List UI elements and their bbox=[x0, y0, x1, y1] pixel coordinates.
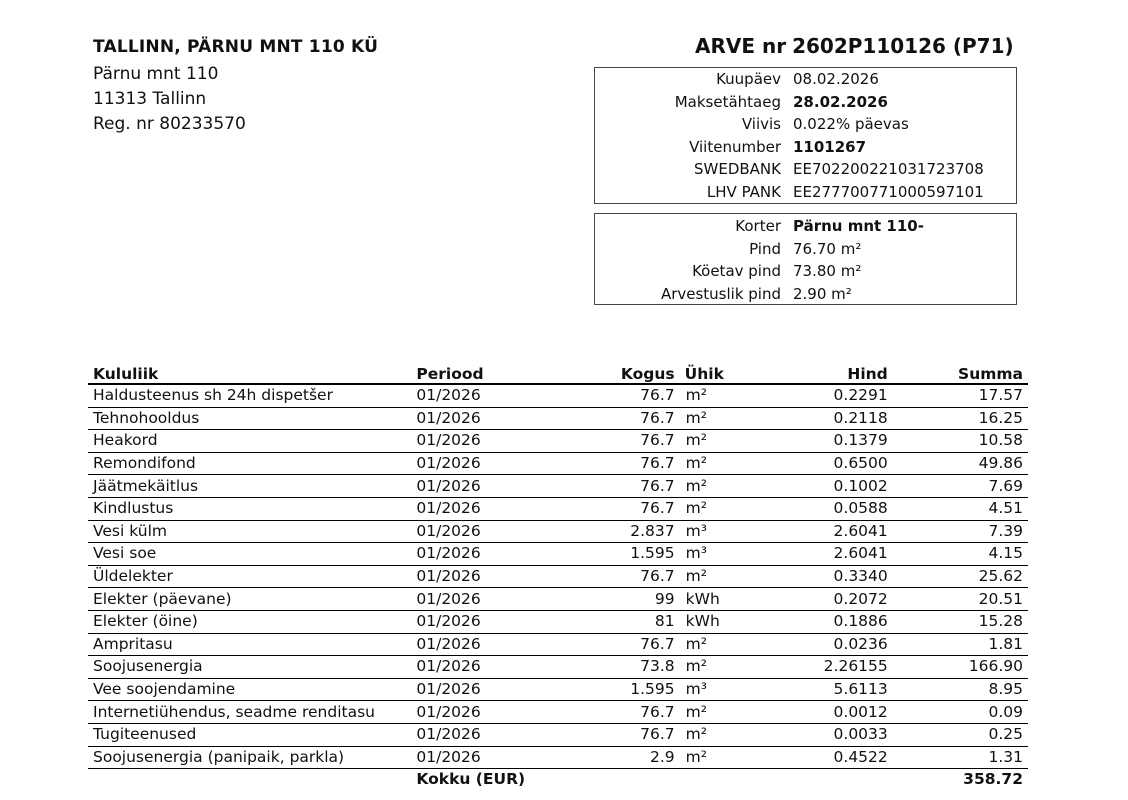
cell-unit: m² bbox=[680, 746, 748, 769]
cell-sum: 8.95 bbox=[893, 678, 1028, 701]
total-value: 358.72 bbox=[963, 770, 1023, 789]
cell-period: 01/2026 bbox=[411, 746, 565, 769]
company-name: TALLINN, PÄRNU MNT 110 KÜ bbox=[93, 37, 379, 57]
cell-price: 0.4522 bbox=[747, 746, 893, 769]
cell-price: 0.1002 bbox=[747, 475, 893, 498]
cell-period: 01/2026 bbox=[411, 407, 565, 430]
apartment-value: Pärnu mnt 110- bbox=[793, 217, 924, 235]
cell-unit: m² bbox=[680, 723, 748, 746]
table-header-row bbox=[88, 361, 1028, 384]
apartment-value: 73.80 m² bbox=[793, 262, 862, 281]
cell-name: Remondifond bbox=[88, 452, 411, 475]
cell-qty: 81 bbox=[565, 610, 679, 633]
payment-value: 0.022% päevas bbox=[793, 115, 909, 133]
table-row bbox=[88, 723, 1028, 746]
cell-unit: m² bbox=[680, 407, 748, 430]
table-row bbox=[88, 407, 1028, 430]
cell-unit: m² bbox=[680, 452, 748, 475]
payment-label: Viivis bbox=[741, 115, 781, 133]
cell-unit: m² bbox=[680, 701, 748, 724]
cell-sum: 7.39 bbox=[893, 520, 1028, 543]
company-reg-nr: Reg. nr 80233570 bbox=[93, 114, 246, 134]
invoice-number: 2602P110126 (P71) bbox=[792, 34, 1014, 58]
cell-sum: 166.90 bbox=[893, 656, 1028, 679]
cell-qty: 76.7 bbox=[565, 430, 679, 453]
payment-value: 08.02.2026 bbox=[793, 70, 879, 88]
apartment-label: Pind bbox=[749, 239, 781, 258]
table-row bbox=[88, 746, 1028, 769]
cell-price: 0.1379 bbox=[747, 430, 893, 453]
cell-price: 0.2072 bbox=[747, 588, 893, 611]
table-row bbox=[88, 520, 1028, 543]
header-name: Kululiik bbox=[88, 361, 411, 384]
cell-unit: m³ bbox=[680, 520, 748, 543]
header-sum: Summa bbox=[893, 361, 1028, 384]
cell-price: 0.0588 bbox=[747, 497, 893, 520]
cell-qty: 1.595 bbox=[565, 543, 679, 566]
cell-period: 01/2026 bbox=[411, 588, 565, 611]
payment-label: Viitenumber bbox=[689, 137, 781, 156]
payment-label: Maksetähtaeg bbox=[674, 92, 781, 111]
cell-name: Heakord bbox=[88, 430, 411, 453]
table-row bbox=[88, 565, 1028, 588]
cell-period: 01/2026 bbox=[411, 452, 565, 475]
cell-name: Tugiteenused bbox=[88, 723, 411, 746]
cell-name: Elekter (öine) bbox=[88, 610, 411, 633]
cell-price: 0.0012 bbox=[747, 701, 893, 724]
cell-name: Soojusenergia bbox=[88, 656, 411, 679]
cell-qty: 76.7 bbox=[565, 701, 679, 724]
payment-label: SWEDBANK bbox=[694, 160, 781, 178]
table-row bbox=[88, 656, 1028, 679]
cell-sum: 25.62 bbox=[893, 565, 1028, 588]
cell-period: 01/2026 bbox=[411, 656, 565, 679]
cell-name: Kindlustus bbox=[88, 497, 411, 520]
cell-sum: 0.09 bbox=[893, 701, 1028, 724]
cell-qty: 76.7 bbox=[565, 407, 679, 430]
header-qty: Kogus bbox=[565, 361, 679, 384]
payment-label: Kuupäev bbox=[716, 70, 781, 88]
cell-period: 01/2026 bbox=[411, 520, 565, 543]
cell-name: Vesi soe bbox=[88, 543, 411, 566]
payment-value: 28.02.2026 bbox=[793, 92, 888, 111]
invoice-title bbox=[695, 34, 1014, 58]
table-row bbox=[88, 633, 1028, 656]
payment-value: EE277700771000597101 bbox=[793, 182, 984, 201]
cell-unit: m² bbox=[680, 430, 748, 453]
cell-name: Internetiühendus, seadme renditasu bbox=[88, 701, 411, 724]
cell-sum: 4.15 bbox=[893, 543, 1028, 566]
cell-period: 01/2026 bbox=[411, 475, 565, 498]
cell-period: 01/2026 bbox=[411, 678, 565, 701]
table-row bbox=[88, 701, 1028, 724]
cell-unit: m³ bbox=[680, 678, 748, 701]
cell-name: Soojusenergia (panipaik, parkla) bbox=[88, 746, 411, 769]
cell-qty: 73.8 bbox=[565, 656, 679, 679]
cell-unit: m² bbox=[680, 384, 748, 407]
apartment-value: 76.70 m² bbox=[793, 239, 862, 258]
cell-unit: m² bbox=[680, 497, 748, 520]
cell-sum: 16.25 bbox=[893, 407, 1028, 430]
cell-price: 0.3340 bbox=[747, 565, 893, 588]
header-period: Periood bbox=[411, 361, 565, 384]
cell-name: Jäätmekäitlus bbox=[88, 475, 411, 498]
cell-sum: 10.58 bbox=[893, 430, 1028, 453]
table-row bbox=[88, 588, 1028, 611]
cell-period: 01/2026 bbox=[411, 723, 565, 746]
payment-value: 1101267 bbox=[793, 137, 867, 156]
charges-table bbox=[88, 361, 1028, 791]
payment-label: LHV PANK bbox=[706, 182, 781, 201]
apartment-label: Korter bbox=[735, 217, 781, 235]
cell-name: Elekter (päevane) bbox=[88, 588, 411, 611]
cell-unit: m³ bbox=[680, 543, 748, 566]
cell-name: Tehnohooldus bbox=[88, 407, 411, 430]
company-address-street: Pärnu mnt 110 bbox=[93, 64, 219, 84]
cell-name: Haldusteenus sh 24h dispetšer bbox=[88, 384, 411, 407]
cell-qty: 1.595 bbox=[565, 678, 679, 701]
cell-price: 2.26155 bbox=[747, 656, 893, 679]
cell-period: 01/2026 bbox=[411, 384, 565, 407]
cell-price: 2.6041 bbox=[747, 543, 893, 566]
cell-sum: 7.69 bbox=[893, 475, 1028, 498]
cell-price: 0.2291 bbox=[747, 384, 893, 407]
cell-sum: 1.31 bbox=[893, 746, 1028, 769]
cell-unit: kWh bbox=[680, 610, 748, 633]
cell-period: 01/2026 bbox=[411, 497, 565, 520]
cell-period: 01/2026 bbox=[411, 543, 565, 566]
cell-qty: 2.837 bbox=[565, 520, 679, 543]
cell-qty: 76.7 bbox=[565, 384, 679, 407]
cell-period: 01/2026 bbox=[411, 633, 565, 656]
cell-sum: 49.86 bbox=[893, 452, 1028, 475]
company-address-city: 11313 Tallinn bbox=[93, 89, 207, 109]
header-unit: Ühik bbox=[680, 361, 748, 384]
apartment-label: Köetav pind bbox=[692, 262, 781, 281]
apartment-label: Arvestuslik pind bbox=[660, 285, 781, 304]
cell-unit: m² bbox=[680, 633, 748, 656]
cell-sum: 4.51 bbox=[893, 497, 1028, 520]
cell-price: 0.0033 bbox=[747, 723, 893, 746]
cell-price: 5.6113 bbox=[747, 678, 893, 701]
total-row bbox=[88, 769, 1028, 791]
cell-price: 0.6500 bbox=[747, 452, 893, 475]
cell-qty: 76.7 bbox=[565, 475, 679, 498]
invoice-label: ARVE nr bbox=[695, 34, 787, 58]
cell-name: Vesi külm bbox=[88, 520, 411, 543]
cell-price: 0.2118 bbox=[747, 407, 893, 430]
cell-unit: m² bbox=[680, 656, 748, 679]
cell-price: 0.0236 bbox=[747, 633, 893, 656]
table-row bbox=[88, 384, 1028, 407]
cell-sum: 17.57 bbox=[893, 384, 1028, 407]
cell-price: 2.6041 bbox=[747, 520, 893, 543]
header-price: Hind bbox=[747, 361, 893, 384]
cell-sum: 20.51 bbox=[893, 588, 1028, 611]
table-row bbox=[88, 475, 1028, 498]
total-spacer bbox=[88, 769, 411, 791]
apartment-value: 2.90 m² bbox=[793, 285, 852, 304]
cell-unit: m² bbox=[680, 475, 748, 498]
cell-period: 01/2026 bbox=[411, 610, 565, 633]
cell-qty: 99 bbox=[565, 588, 679, 611]
cell-qty: 2.9 bbox=[565, 746, 679, 769]
cell-sum: 0.25 bbox=[893, 723, 1028, 746]
table-row bbox=[88, 610, 1028, 633]
cell-qty: 76.7 bbox=[565, 452, 679, 475]
cell-qty: 76.7 bbox=[565, 565, 679, 588]
table-row bbox=[88, 543, 1028, 566]
cell-period: 01/2026 bbox=[411, 701, 565, 724]
cell-sum: 1.81 bbox=[893, 633, 1028, 656]
cell-name: Vee soojendamine bbox=[88, 678, 411, 701]
payment-value: EE702200221031723708 bbox=[793, 160, 984, 178]
cell-name: Ampritasu bbox=[88, 633, 411, 656]
cell-period: 01/2026 bbox=[411, 565, 565, 588]
cell-qty: 76.7 bbox=[565, 633, 679, 656]
table-row bbox=[88, 452, 1028, 475]
total-label: Kokku (EUR) bbox=[416, 770, 526, 789]
table-row bbox=[88, 430, 1028, 453]
cell-price: 0.1886 bbox=[747, 610, 893, 633]
table-row bbox=[88, 497, 1028, 520]
cell-period: 01/2026 bbox=[411, 430, 565, 453]
cell-unit: m² bbox=[680, 565, 748, 588]
table-row bbox=[88, 678, 1028, 701]
cell-qty: 76.7 bbox=[565, 497, 679, 520]
cell-qty: 76.7 bbox=[565, 723, 679, 746]
cell-unit: kWh bbox=[680, 588, 748, 611]
cell-sum: 15.28 bbox=[893, 610, 1028, 633]
cell-name: Üldelekter bbox=[88, 565, 411, 588]
